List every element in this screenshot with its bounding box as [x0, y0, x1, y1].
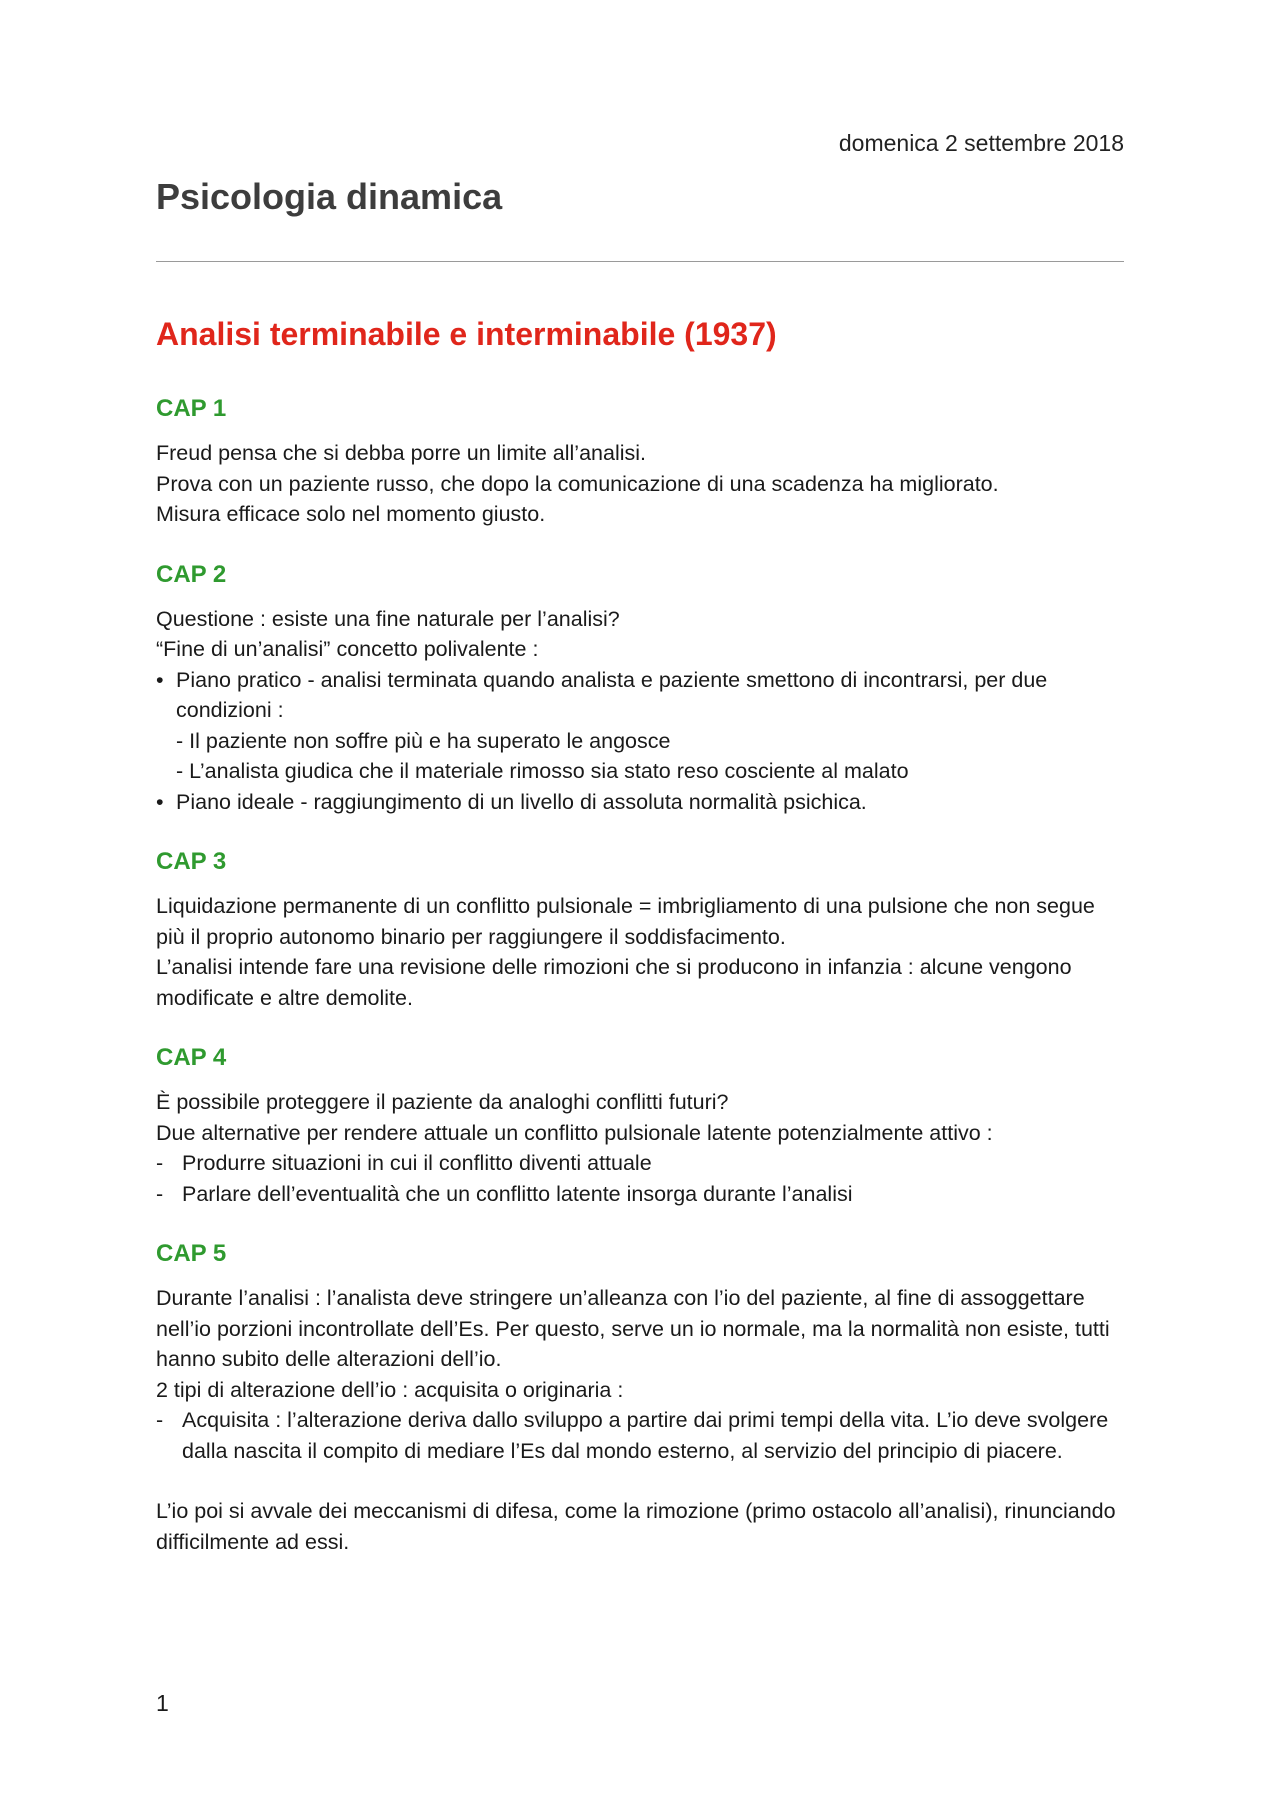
document-date: domenica 2 settembre 2018: [838, 130, 1124, 156]
header-divider: [156, 261, 1124, 262]
sub-item: - L’analista giudica che il materiale rimosso sia stato reso cosciente al malato: [176, 759, 909, 783]
document-page: [156, 0, 1124, 1811]
chapter-3: [156, 847, 1124, 1013]
paragraph-line: “Fine di un’analisi” concetto polivalente :: [156, 637, 539, 661]
dash-text: Produrre situazioni in cui il conflitto diventi attuale: [182, 1151, 652, 1175]
dash-mark: -: [156, 1408, 164, 1432]
paragraph-line: È possibile proteggere il paziente da analoghi conflitti futuri?: [156, 1090, 729, 1114]
document-body: [156, 314, 1124, 1587]
chapter-5: [156, 1239, 1124, 1557]
bullet-item: [156, 787, 1124, 818]
paragraph-line: L’analisi intende fare una revisione delle rimozioni che si producono in infanzia : alcune vengono modificate e altre demolite.: [156, 955, 1072, 1010]
bullet-mark: •: [156, 789, 164, 814]
chapter-title: CAP 3: [156, 848, 227, 875]
chapter-title: CAP 1: [156, 395, 227, 422]
paragraph-line: 2 tipi di alterazione dell’io : acquisita o originaria :: [156, 1377, 624, 1402]
dash-text: Acquisita : l’alterazione deriva dallo sviluppo a partire dai primi tempi della vita. L’io deve svolgere dalla nascita il compito di mediare l’Es dal mondo esterno, al servizio del principio di piacere.: [182, 1408, 1109, 1463]
dash-item: [156, 1179, 1124, 1210]
bullet-mark: •: [156, 667, 164, 692]
chapter-1: [156, 394, 1124, 530]
chapter-4: [156, 1043, 1124, 1209]
paragraph-line: Questione : esiste una fine naturale per l’analisi?: [156, 606, 620, 631]
chapter-title: CAP 5: [156, 1240, 227, 1267]
bullet-text: Piano pratico - analisi terminata quando analista e paziente smettono di incontrarsi, per due condizioni :: [176, 667, 1048, 722]
chapter-title: CAP 4: [156, 1044, 227, 1071]
page-number: 1: [156, 1690, 169, 1716]
sub-item: - Il paziente non soffre più e ha superato le angosce: [176, 728, 671, 753]
paragraph-line: Misura efficace solo nel momento giusto.: [156, 502, 546, 526]
paragraph-line: Freud pensa che si debba porre un limite all’analisi.: [156, 441, 646, 465]
chapter-2: [156, 560, 1124, 818]
bullet-item: [156, 665, 1124, 726]
dash-mark: -: [156, 1181, 164, 1206]
paragraph-line: Durante l’analisi : l’analista deve stringere un’alleanza con l’io del paziente, al fine di assoggettare nell’io porzioni incontrollate dell’Es. Per questo, serve un io normale, ma la normalità non esiste, tutti hanno subito delle alterazioni dell’io.: [156, 1286, 1110, 1371]
bullet-text: Piano ideale - raggiungimento di un livello di assoluta normalità psichica.: [176, 789, 867, 814]
paragraph-line: Due alternative per rendere attuale un conflitto pulsionale latente potenzialmente attivo :: [156, 1120, 993, 1145]
dash-mark: -: [156, 1151, 164, 1175]
document-title: Psicologia dinamica: [156, 176, 503, 217]
paragraph-line: Liquidazione permanente di un conflitto pulsionale = imbrigliamento di una pulsione che non segue più il proprio autonomo binario per raggiungere il soddisfacimento.: [156, 894, 1095, 949]
closing-paragraph: L’io poi si avvale dei meccanismi di difesa, come la rimozione (primo ostacolo all’analisi), rinunciando difficilmente ad essi.: [156, 1499, 1116, 1554]
chapter-title: CAP 2: [156, 560, 227, 588]
dash-text: Parlare dell’eventualità che un conflitto latente insorga durante l’analisi: [182, 1181, 853, 1206]
paragraph-line: Prova con un paziente russo, che dopo la comunicazione di una scadenza ha migliorato.: [156, 471, 999, 496]
dash-item: [156, 1405, 1124, 1466]
dash-item: [156, 1148, 1124, 1179]
section-title: Analisi terminabile e interminabile (1937): [156, 316, 777, 352]
paragraph-gap: [156, 1466, 1124, 1496]
